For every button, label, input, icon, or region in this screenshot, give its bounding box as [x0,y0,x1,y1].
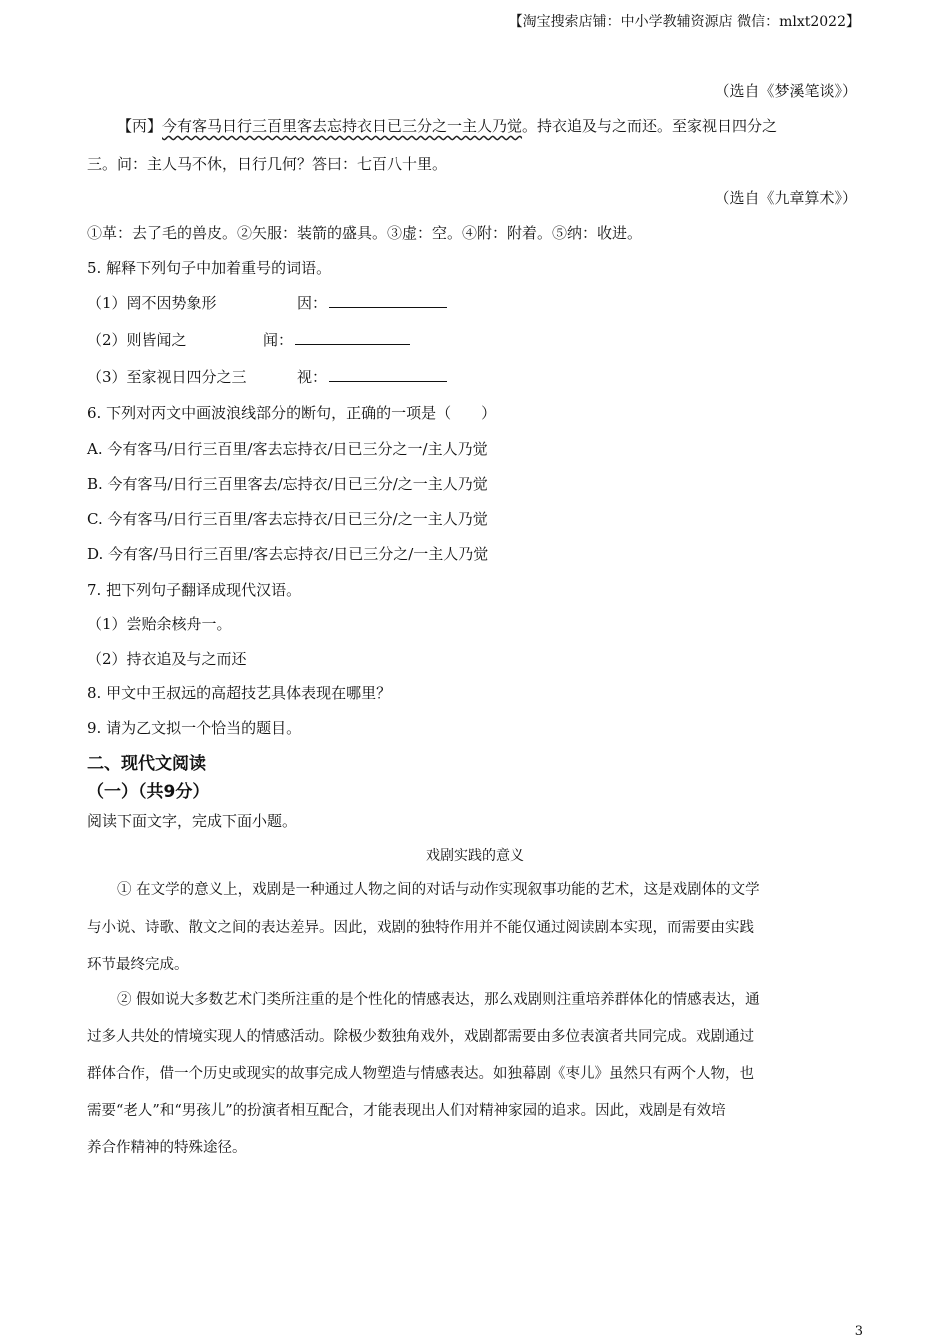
q5-item-text: （2）则皆闻之 [87,331,187,349]
annotation-notes: ①革：去了毛的兽皮。②矢服：装箭的盛具。③虚：空。④附：附着。⑤纳：收进。 [87,224,643,242]
question-5-item-3 [87,367,447,387]
wavy-underlined-text: 今有客马日行三百里客去忘持衣日已三分之一主人乃觉 [162,117,523,135]
passage-bing-label: 【丙】 [117,117,163,135]
source-citation-jiuzhang: （选自《九章算术》） [714,189,857,207]
question-7-item-1: （1）尝贻余核舟一。 [87,615,232,633]
passage-bing-line-1 [117,116,777,136]
section-2-title: 二、现代文阅读 [87,754,206,774]
section-2-instruction: 阅读下面文字，完成下面小题。 [87,812,298,830]
article-para-1-line-3: 环节最终完成。 [87,957,189,973]
question-6-option-a[interactable]: A. 今有客马/日行三百里/客去忘持衣/日已三分之一/主人乃觉 [87,440,488,458]
article-title: 戏剧实践的意义 [426,848,524,864]
question-6-title: 6. 下列对丙文中画波浪线部分的断句，正确的一项是（ ） [87,404,497,422]
passage-bing-rest: 。持衣追及与之而还。至家视日四分之 [522,117,778,135]
question-5-item-1 [87,293,447,313]
article-para-2-line-4: 需要“老人”和“男孩儿”的扮演者相互配合，才能表现出人们对精神家园的追求。因此，戏剧是有效培 [87,1103,726,1119]
article-para-2-line-5: 养合作精神的特殊途径。 [87,1140,247,1156]
page-number: 3 [854,1324,863,1339]
article-para-2-line-3: 群体合作，借一个历史或现实的故事完成人物塑造与情感表达。如独幕剧《枣儿》虽然只有两个人物，也 [87,1066,754,1082]
q5-item-word: 闻： [263,331,294,349]
q5-item-word: 视： [297,368,328,386]
question-6-option-d[interactable]: D. 今有客/马日行三百里/客去忘持衣/日已三分之/一主人乃觉 [87,545,489,563]
article-para-1-line-2: 与小说、诗歌、散文之间的表达差异。因此，戏剧的独特作用并不能仅通过阅读剧本实现，而需要由实践 [87,920,754,936]
question-8: 8. 甲文中王叔远的高超技艺具体表现在哪里？ [87,684,392,702]
question-5-item-2 [87,330,410,350]
section-2-part: （一）（共9分） [87,782,210,802]
answer-blank[interactable] [295,332,410,345]
question-5-title: 5. 解释下列句子中加着重号的词语。 [87,259,332,277]
q5-item-text: （3）至家视日四分之三 [87,368,247,386]
source-citation-mengxi: （选自《梦溪笔谈》） [714,82,857,100]
answer-blank[interactable] [329,369,447,382]
question-6-option-b[interactable]: B. 今有客马/日行三百里客去/忘持衣/日已三分/之一主人乃觉 [87,475,488,493]
article-para-1-line-1: ① 在文学的意义上，戏剧是一种通过人物之间的对话与动作实现叙事功能的艺术，这是戏剧体的文学 [117,882,760,898]
article-para-2-line-1: ② 假如说大多数艺术门类所注重的是个性化的情感表达，那么戏剧则注重培养群体化的情感表达，通 [117,992,760,1008]
page-header: 【淘宝搜索店铺：中小学教辅资源店 微信：mlxt2022】 [508,14,860,30]
answer-blank[interactable] [329,295,447,308]
article-para-2-line-2: 过多人共处的情境实现人的情感活动。除极少数独角戏外，戏剧都需要由多位表演者共同完成。戏剧通过 [87,1029,754,1045]
q5-item-word: 因： [297,294,328,312]
q5-item-text: （1）罔不因势象形 [87,294,217,312]
question-7-title: 7. 把下列句子翻译成现代汉语。 [87,581,302,599]
question-7-item-2: （2）持衣追及与之而还 [87,650,247,668]
passage-bing-line-2: 三。问：主人马不休，日行几何？答曰：七百八十里。 [87,155,448,173]
question-9: 9. 请为乙文拟一个恰当的题目。 [87,719,302,737]
question-6-option-c[interactable]: C. 今有客马/日行三百里/客去忘持衣/日已三分/之一主人乃觉 [87,510,488,528]
